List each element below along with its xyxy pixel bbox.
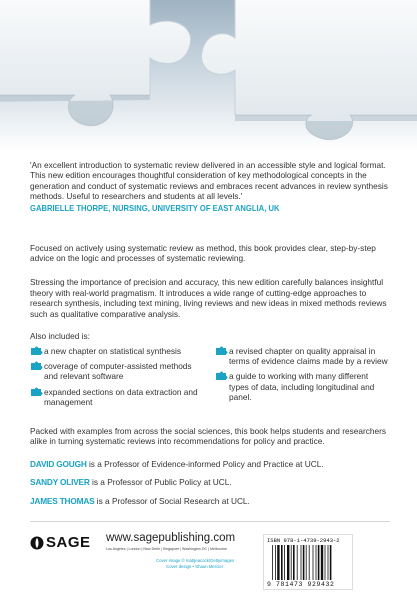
features-column-right (215, 346, 390, 412)
list-item: a revised chapter on quality appraisal in terms of evidence claims made by a review (215, 346, 390, 366)
description-paragraph-2: Stressing the importance of precision and accuracy, this new edition carefully balances insightful theory with real-world pragmatism. It introduces a wide range of cutting-edge approaches to research synthesis, including text mining, living reviews and new ideas in mixed methods reviews such as qualitative comparative analysis. (30, 277, 387, 319)
publisher-footer (30, 530, 390, 590)
list-item: expanded sections on data extraction and management (30, 387, 205, 407)
author-role: is a Professor of Public Policy at UCL. (89, 477, 232, 488)
puzzle-bullet-icon (30, 346, 44, 356)
author-bio (30, 496, 390, 506)
list-item: coverage of computer-assisted methods and relevant software (30, 361, 205, 381)
features-column-left (30, 346, 205, 412)
puzzle-bullet-icon (30, 387, 44, 397)
author-bio (30, 477, 390, 487)
author-role: is a Professor of Social Research at UCL. (94, 495, 250, 506)
features-list (30, 346, 390, 412)
description-paragraph-1: Focused on actively using systematic review as method, this book provides clear, step-by-step advice on the logic and processes of systematic reviewing. (30, 242, 376, 264)
ean-number: 9 781473 929432 (267, 581, 335, 588)
barcode-bars (272, 545, 346, 580)
description-paragraph-3: Packed with examples from across the social sciences, this book helps students and researchers alike in turning systematic reviews into recommendations for policy and practice. (30, 426, 387, 447)
puzzle-pieces-illustration (0, 0, 417, 150)
author-name: DAVID GOUGH (30, 458, 87, 469)
sage-logo: SAGE (30, 534, 91, 551)
sage-logo-icon (30, 536, 44, 550)
isbn-number: ISBN 978-1-4739-2943-2 (267, 537, 340, 544)
author-name: JAMES THOMAS (30, 495, 95, 506)
endorsement-attribution: GABRIELLE THORPE, NURSING, UNIVERSITY OF EAST ANGLIA, UK (30, 202, 280, 213)
list-item: a guide to working with many different types of data, including longitudinal and panel. (215, 371, 390, 402)
author-bio (30, 459, 390, 469)
author-name: SANDY OLIVER (30, 477, 90, 488)
publisher-cities: Los Angeles | London | New Delhi | Singapore | Washington DC | Melbourne (106, 547, 228, 551)
endorsement-quote: 'An excellent introduction to systematic review delivered in an accessible style and logical format. This new edition encourages thoughtful consideration of key methodological concepts in the generation and conduct of systematic reviews and embraces recent advances in review synthesis methods. Useful to researchers and students at all levels.' (30, 160, 388, 202)
puzzle-bullet-icon (30, 361, 44, 371)
cover-image-credit: Cover image © mattjeacock/Gettyimages (156, 558, 235, 563)
puzzle-bullet-icon (215, 371, 229, 381)
cover-design-credit: Cover design • Shaun Mercier (166, 564, 224, 569)
cover-image-puzzle-pieces (0, 0, 417, 150)
publisher-website: www.sagepublishing.com (106, 532, 236, 544)
list-item: a new chapter on statistical synthesis (30, 346, 205, 356)
back-cover-text (30, 160, 390, 506)
puzzle-bullet-icon (215, 346, 229, 356)
footer-divider (30, 521, 390, 522)
author-role: is a Professor of Evidence-informed Policy and Practice at UCL. (86, 458, 324, 469)
isbn-barcode (263, 534, 353, 590)
also-included-heading: Also included is: (30, 331, 90, 342)
